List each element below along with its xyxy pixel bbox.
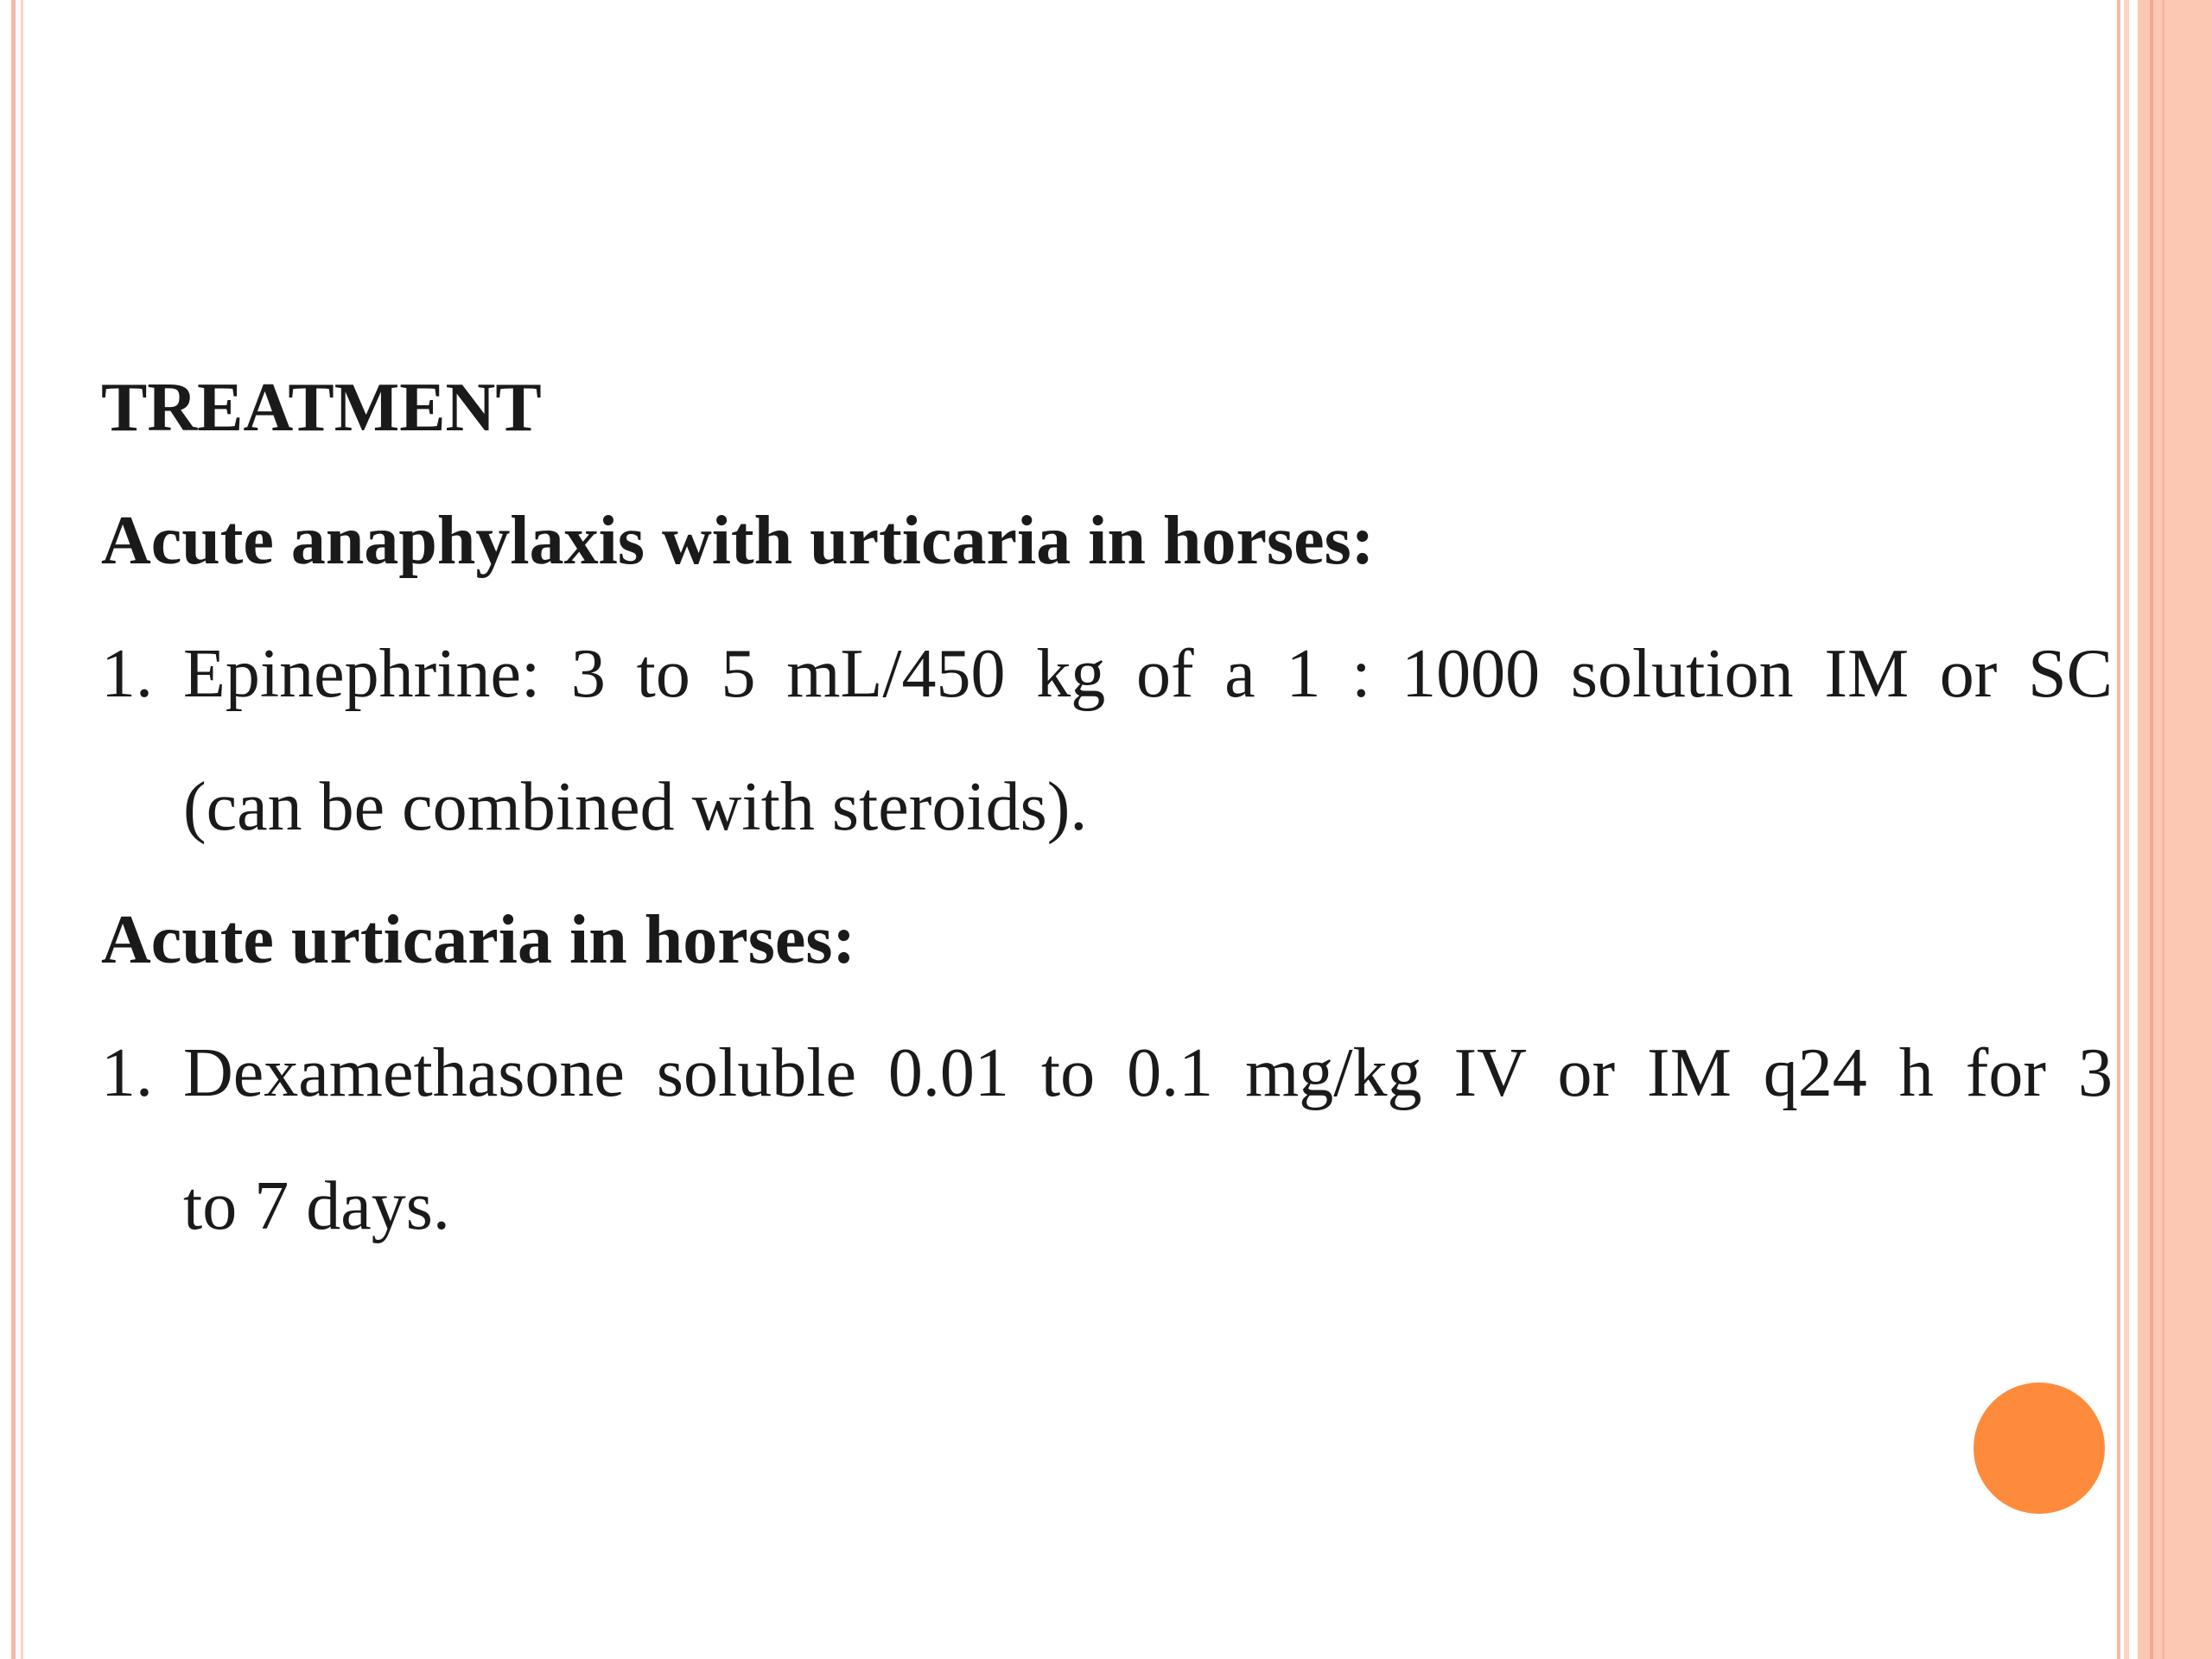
right-border-line-4 xyxy=(2162,0,2164,1659)
slide-content xyxy=(101,341,2113,1273)
list-item xyxy=(101,1007,2113,1140)
section-title-anaphylaxis: Acute anaphylaxis with urticaria in horses: xyxy=(101,503,1375,579)
right-border-line xyxy=(2117,0,2120,1659)
left-border-line-inner xyxy=(21,0,23,1659)
list-item-text-line1: Epinephrine: 3 to 5 mL/450 kg of a 1 : 1000 solution IM or SC xyxy=(183,636,2113,712)
right-border-line-3 xyxy=(2150,0,2153,1659)
list-item-text-line2: (can be combined with steroids). xyxy=(183,769,1088,845)
slide-heading: TREATMENT xyxy=(101,370,542,446)
list-number: 1. xyxy=(101,1035,153,1111)
list-item-text-line1: Dexamethasone soluble 0.01 to 0.1 mg/kg IV or IM q24 h for 3 xyxy=(183,1035,2113,1111)
left-border-line xyxy=(11,0,16,1659)
list-item-text-line2: to 7 days. xyxy=(183,1168,450,1244)
right-border-line-2 xyxy=(2124,0,2129,1659)
list-item xyxy=(101,607,2113,741)
list-number: 1. xyxy=(101,636,153,712)
right-border-band xyxy=(2138,0,2212,1659)
accent-circle xyxy=(1974,1382,2105,1514)
section-title-urticaria: Acute urticaria in horses: xyxy=(101,902,856,978)
